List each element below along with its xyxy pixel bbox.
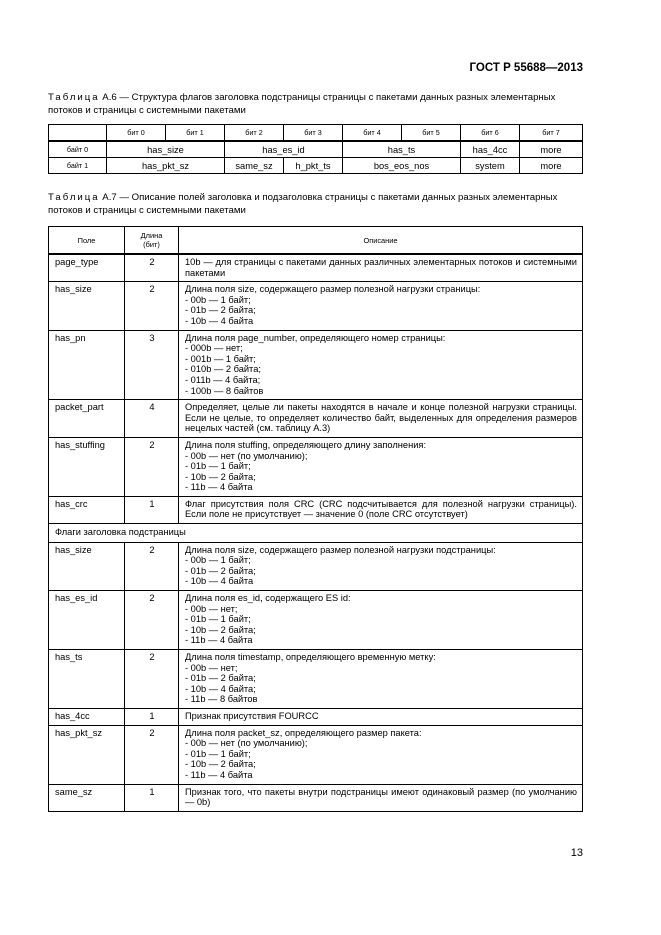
table-row [49,496,583,523]
description-line: - 00b — 1 байт; [185,294,251,305]
description-line: Длина поля timestamp, определяющего временную метку: [185,652,436,662]
description-line: - 10b — 4 байта [185,576,254,587]
length-cell: 1 [125,708,179,725]
length-cell: 4 [125,400,179,438]
description-line: 10b — для страницы с пакетами данных различных элементарных потоков и системными пакетами [185,257,577,278]
field-cell: has_pn [49,330,125,400]
flag-cell: has_4cc [461,141,520,158]
description-line: Длина поля es_id, содержащего ES id: [185,593,351,604]
column-header-field: Поле [49,227,125,255]
flag-cell: h_pkt_ts [284,158,343,174]
description-cell [179,254,583,282]
flag-cell: system [461,158,520,174]
description-cell [179,725,583,784]
field-cell: has_crc [49,496,125,523]
table-row [49,330,583,400]
table-row [49,542,583,590]
flag-cell: has_ts [343,141,461,158]
description-line: - 00b — нет (по умолчанию); [185,450,308,461]
length-cell: 1 [125,784,179,811]
description-line: Длина поля size, содержащего размер полезной нагрузки подстраницы: [185,544,496,555]
flag-cell: has_size [107,141,225,158]
description-line: - 000b — нет; [185,343,243,354]
table-a6-caption-text: А.6 — Структура флагов заголовка подстраницы страницы с пакетами данных разных элементарных потоков и страницы с системными пакетами [48,92,556,116]
field-cell: has_4cc [49,708,125,725]
description-line: - 11b — 4 байта [185,635,253,646]
length-cell: 2 [125,437,179,496]
description-line: - 10b — 2 байта; [185,624,256,635]
description-line: - 10b — 4 байта; [185,683,256,694]
description-line: Определяет, целые ли пакеты находятся в начале и конце полезной нагрузки страницы. Если не целые, то определяет количество байт, выделенных для определения размеров нецелых частей (см. таблицу А.3) [185,402,577,434]
description-line: - 11b — 8 байтов [185,694,258,705]
table-a7-header-row [49,227,583,255]
description-line: - 011b — 4 байта; [185,374,261,385]
table-a6-row-byte0 [49,141,583,158]
table-a6-corner-cell [49,125,107,142]
description-line: - 01b — 1 байт; [185,614,251,625]
description-cell [179,400,583,438]
description-cell [179,282,583,330]
page-number: 13 [570,847,583,859]
flag-cell: bos_eos_nos [343,158,461,174]
table-row [49,591,583,650]
table-a7-caption-text: А.7 — Описание полей заголовка и подзаголовка страницы с пакетами данных разных элементарных потоков и страницы с системными пакетами [48,192,558,216]
length-cell: 2 [125,650,179,709]
bit-header: бит 0 [107,125,166,142]
description-line: Признак того, что пакеты внутри подстраницы имеют одинаковый размер (по умолчанию — 0b) [185,786,577,808]
description-line: Длина поля page_number, определяющего номер страницы: [185,332,446,343]
document-header: ГОСТ Р 55688—2013 [469,62,583,74]
bit-header: бит 4 [343,125,402,142]
length-cell: 2 [125,591,179,650]
table-a6-header-row [49,125,583,142]
description-line: - 11b — 4 байта [185,482,253,493]
field-cell: has_stuffing [49,437,125,496]
table-row [49,725,583,784]
description-line: - 10b — 2 байта; [185,471,256,482]
bit-header: бит 6 [461,125,520,142]
description-cell [179,591,583,650]
flag-cell: more [520,158,583,174]
table-row [49,784,583,811]
field-cell: page_type [49,254,125,282]
length-cell: 3 [125,330,179,400]
description-line: - 01b — 2 байта; [185,565,256,576]
flag-cell: same_sz [225,158,284,174]
byte-label: байт 0 [49,141,107,158]
length-cell: 2 [125,725,179,784]
description-line: - 10b — 2 байта; [185,759,256,770]
length-cell: 1 [125,496,179,523]
bit-header: бит 2 [225,125,284,142]
table-row [49,254,583,282]
flag-cell: more [520,141,583,158]
description-line: - 11b — 4 байта [185,769,253,780]
description-cell [179,496,583,523]
length-cell: 2 [125,542,179,590]
column-header-length-unit: (бит) [143,240,160,249]
table-a6 [48,124,583,174]
description-line: - 00b — 1 байт; [185,555,251,566]
length-cell: 2 [125,254,179,282]
description-line: - 01b — 1 байт; [185,461,251,472]
field-cell: has_ts [49,650,125,709]
description-line: - 00b — нет; [185,603,238,614]
table-a7-label: Таблица [48,192,100,203]
description-line: - 010b — 2 байта; [185,364,261,375]
table-a6-label: Таблица [48,92,100,103]
description-cell [179,784,583,811]
field-cell: has_size [49,542,125,590]
field-cell: same_sz [49,784,125,811]
description-line: - 100b — 8 байтов [185,385,264,396]
field-cell: has_size [49,282,125,330]
description-line: Длина поля stuffing, определяющего длину заполнения: [185,439,427,450]
bit-header: бит 7 [520,125,583,142]
table-a7-caption [48,192,588,217]
table-row [49,708,583,725]
table-a6-caption [48,92,588,117]
description-line: Флаг присутствия поля CRC (CRC подсчитывается для полезной нагрузки страницы). Если поле не присутствует — значение 0 (поле CRC отсутствует) [185,498,577,520]
length-cell: 2 [125,282,179,330]
description-line: - 01b — 2 байта; [185,305,256,316]
description-line: Длина поля size, содержащего размер полезной нагрузки страницы: [185,284,481,295]
bit-header: бит 3 [284,125,343,142]
field-cell: has_es_id [49,591,125,650]
field-cell: packet_part [49,400,125,438]
description-cell [179,330,583,400]
column-header-length [125,227,179,255]
table-row [49,437,583,496]
table-row [49,400,583,438]
description-line: - 00b — нет (по умолчанию); [185,738,308,749]
description-cell [179,542,583,590]
description-line: Признак присутствия FOURCC [185,710,319,721]
byte-label: байт 1 [49,158,107,174]
description-line: - 10b — 4 байта [185,315,254,326]
flag-cell: has_es_id [225,141,343,158]
section-title: Флаги заголовка подстраницы [49,524,583,543]
field-cell: has_pkt_sz [49,725,125,784]
description-line: - 00b — нет; [185,662,238,673]
bit-header: бит 5 [402,125,461,142]
flag-cell: has_pkt_sz [107,158,225,174]
table-a7 [48,226,583,812]
description-line: Длина поля packet_sz, определяющего размер пакета: [185,727,422,738]
column-header-description: Описание [179,227,583,255]
bit-header: бит 1 [166,125,225,142]
description-line: - 01b — 1 байт; [185,748,251,759]
description-line: - 01b — 2 байта; [185,673,256,684]
description-cell [179,650,583,709]
table-row [49,650,583,709]
column-header-length-line: Длина [140,231,163,240]
description-cell [179,437,583,496]
table-a6-row-byte1 [49,158,583,174]
section-row [49,524,583,543]
description-cell [179,708,583,725]
table-row [49,282,583,330]
description-line: - 001b — 1 байт; [185,353,256,364]
